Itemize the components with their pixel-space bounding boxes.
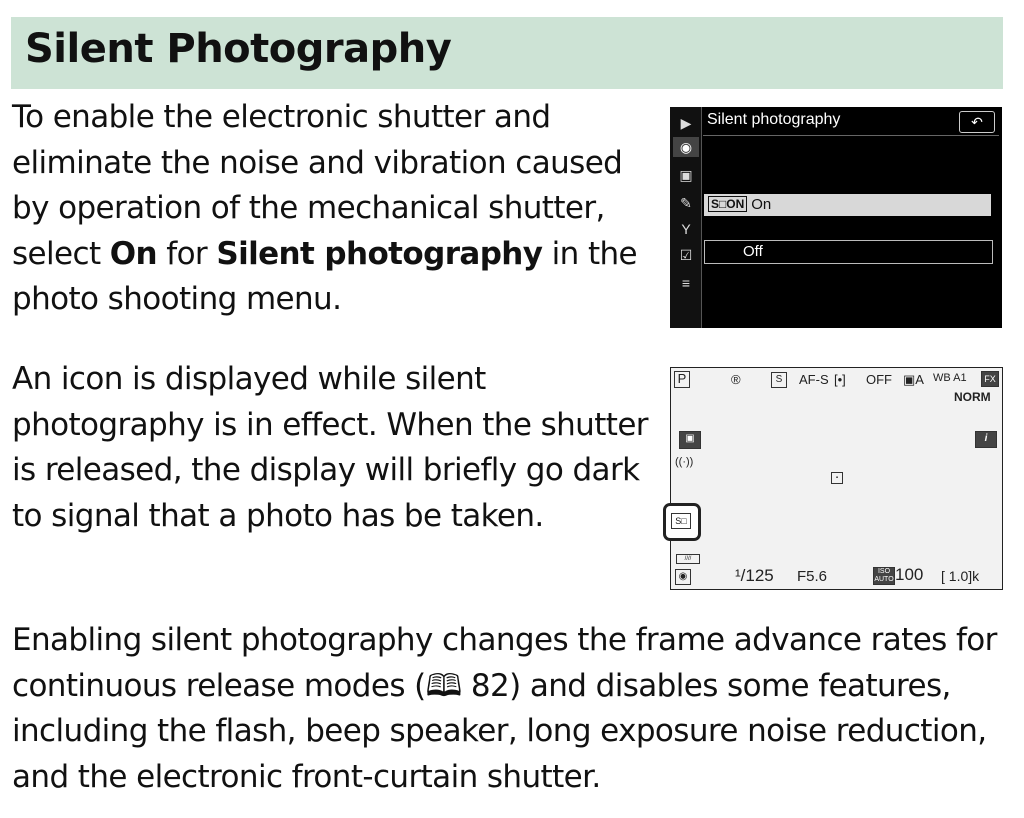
option-on-label: On — [751, 196, 772, 213]
vibration-icon: ((·)) — [675, 456, 694, 468]
wrench-icon: Y — [681, 221, 691, 237]
intro-text-3: in the photo shooting menu. — [12, 235, 638, 317]
intro-text-2: for — [157, 235, 217, 272]
iso-auto-label: ISO AUTO — [874, 568, 894, 583]
active-dlighting: OFF — [866, 372, 892, 387]
image-quality: NORM — [954, 390, 991, 404]
camera-icon: ◉ — [673, 137, 699, 157]
white-balance: WB A1 — [933, 372, 967, 384]
battery-icon: //// — [676, 554, 700, 564]
liveview-screenshot — [670, 367, 1003, 590]
icon-paragraph: An icon is displayed while silent photography is in effect. When the shutter is released, the display will briefly go dark to signal that a photo has be taken. — [12, 361, 648, 534]
focus-point-icon: ▪ — [831, 472, 843, 484]
return-arrow-icon: ↶ — [959, 111, 995, 133]
pencil-icon: ✎ — [680, 195, 692, 211]
focus-mode: AF-S — [799, 372, 829, 387]
notes-paragraph: Enabling silent photography changes the frame advance rates for continuous release modes (🕮 82) and disables some features, including the flash, beep speaker, long exposure noise reduction, and the electronic front-curtain shutter. — [12, 622, 997, 795]
option-off-label: Off — [743, 243, 763, 260]
shots-remaining: [ 1.0]k — [941, 568, 980, 584]
menu-divider — [703, 135, 999, 136]
section-header — [11, 17, 1003, 89]
touch-shutter-icon: ® — [731, 372, 741, 387]
my-menu-icon: ≡ — [681, 275, 691, 291]
aperture: F5.6 — [797, 568, 828, 585]
silent-photography-indicator — [663, 503, 701, 541]
iso-value: 100 — [895, 565, 924, 584]
menu-title: Silent photography — [707, 111, 841, 128]
intro-bold-setting: Silent photography — [216, 235, 543, 272]
shooting-mode-icon: ▣ — [679, 431, 701, 449]
release-mode-icon: S — [771, 372, 787, 388]
page-title: Silent Photography — [25, 26, 452, 72]
intro-text-1: To enable the electronic shutter and eliminate the noise and vibration caused by operation of the mechanical shutter, select — [12, 99, 623, 272]
silent-photography-icon: S□ — [671, 513, 691, 529]
playback-icon: ▶ — [680, 115, 692, 131]
image-area: FX — [981, 371, 999, 387]
camera-menu-screenshot — [670, 107, 1002, 328]
option-off — [704, 240, 993, 264]
info-icon: i — [975, 431, 997, 448]
retouch-icon: ☑ — [679, 247, 693, 263]
intro-paragraph — [12, 95, 652, 323]
intro-bold-on: On — [109, 235, 157, 272]
metering-icon: ◉ — [675, 569, 691, 585]
af-area-icon: [•] — [834, 372, 846, 387]
silent-mode-badge: S□ON — [708, 196, 747, 212]
mode-indicator: P — [674, 371, 690, 388]
picture-control: ▣A — [903, 372, 924, 387]
option-on — [704, 194, 991, 216]
movie-icon: ▣ — [679, 167, 693, 183]
menu-sidebar — [670, 107, 702, 328]
shutter-speed: ¹/125 — [735, 566, 774, 585]
